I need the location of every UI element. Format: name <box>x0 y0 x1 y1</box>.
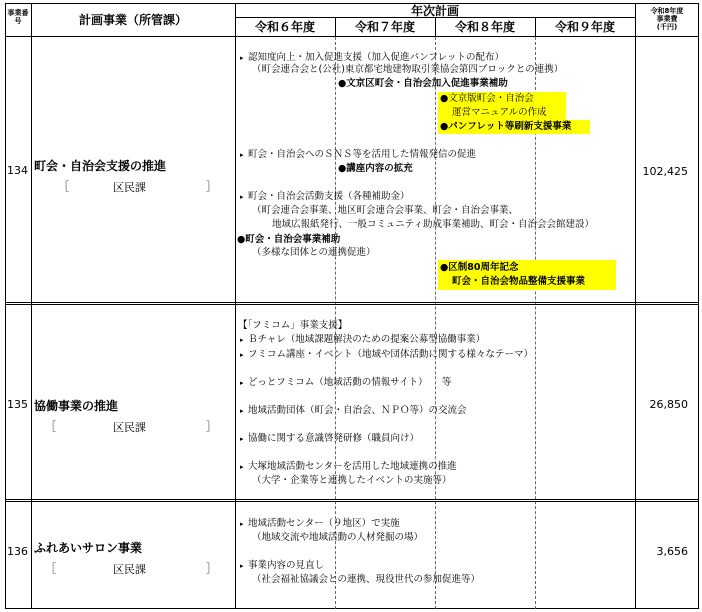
row-divider-2 <box>5 499 699 502</box>
row-135-line-8: （大学・企業等と連携したイベントの実施等） <box>252 475 452 486</box>
header-budget-label: 令和8年度 事業費 (千円) <box>650 7 684 31</box>
arrow-icon: ▸ <box>240 336 244 344</box>
row-134-budget: 102,425 <box>642 165 688 178</box>
arrow-icon: ▸ <box>240 54 244 62</box>
row-134-line-7: ▸ 町会・自治会へのＳＮＳ等を活用した情報発信の促進 <box>240 149 477 160</box>
row-134-line-13: （多様な団体との連携促進） <box>252 247 376 258</box>
row-135-bracket-close: ］ <box>206 420 217 433</box>
header-schedule-label: 年次計画 <box>410 4 459 18</box>
row-135-line-5: ▸ 地域活動団体（町会・自治会、ＮＰＯ等）の交流会 <box>240 405 467 416</box>
row-136-bracket-close: ］ <box>206 562 217 575</box>
row-134-line-4: ●文京版町会・自治会 <box>440 93 534 104</box>
arrow-icon: ▸ <box>240 562 244 570</box>
arrow-icon: ▸ <box>240 520 244 528</box>
row-134-number: 134 <box>7 164 28 177</box>
arrow-icon: ▸ <box>240 151 244 159</box>
row-134-line-15: 町会・自治会物品整備支援事業 <box>452 276 586 287</box>
row-135-dept: 区民課 <box>113 421 146 434</box>
row-134-line-3: ●文京区町会・自治会加入促進事業補助 <box>338 78 508 89</box>
row-134-line-2: （町会連合会と(公社)東京都宅地建物取引業協会第四ブロックとの連携） <box>252 64 564 75</box>
row-134-line-9: ▸ 町会・自治会活動支援（各種補助金） <box>240 191 410 202</box>
row-135-line-4: ▸ どっとフミコム（地域活動の情報サイト） 等 <box>240 377 452 388</box>
arrow-icon: ▸ <box>240 407 244 415</box>
row-135-line-3: ▸ フミコム講座・イベント（地域や団体活動に関する様々なテーマ） <box>240 349 534 360</box>
row-136-line-4: （社会福祉協議会との連携、現役世代の参加促進等） <box>252 574 481 585</box>
header-plan-label: 計画事業（所管課） <box>78 13 187 27</box>
row-134-bracket-close: ］ <box>206 180 217 193</box>
arrow-icon: ▸ <box>240 193 244 201</box>
col-line-no <box>31 3 32 609</box>
row-divider-1 <box>5 302 699 305</box>
col-line-plan <box>235 3 236 609</box>
row-136-line-1: ▸ 地域活動センター（９地区）で実施 <box>240 518 400 529</box>
row-135-line-6: ▸ 協働に関する意識啓発研修（職員向け） <box>240 433 420 444</box>
row-134-line-12: ●町会・自治会事業補助 <box>237 234 341 245</box>
arrow-icon: ▸ <box>240 351 244 359</box>
header-year-3: 令和８年度 <box>454 20 515 34</box>
row-135-number: 135 <box>7 398 28 411</box>
row-136-plan-name: ふれあいサロン事業 <box>34 541 143 555</box>
row-134-line-5: 運営マニュアルの作成 <box>452 107 547 118</box>
row-136-bracket-open: ［ <box>45 562 56 575</box>
col-line-schedule <box>635 3 636 609</box>
row-136-budget: 3,656 <box>656 545 688 558</box>
row-134-line-11: 地域広報紙発行、一般コミュニティ助成事業補助、町会・自治会会館建設） <box>272 219 595 230</box>
row-134-line-14: ●区制80周年記念 <box>440 262 519 273</box>
row-134-line-1: ▸ 認知度向上・加入促進支援（加入促進パンフレットの配布） <box>240 52 505 63</box>
row-136-line-3: ▸ 事業内容の見直し <box>240 560 325 571</box>
year-guide-2 <box>435 37 436 609</box>
header-year-4: 令和９年度 <box>554 20 615 34</box>
header-year-2: 令和７年度 <box>354 20 415 34</box>
row-134-dept: 区民課 <box>113 181 146 194</box>
row-135-budget: 26,850 <box>649 398 688 411</box>
row-134-line-8: ●講座内容の拡充 <box>338 163 413 174</box>
row-135-plan-name: 協働事業の推進 <box>34 399 119 413</box>
row-135-line-2: ▸ Ｂチャレ（地域課題解決のための提案公募型協働事業） <box>240 334 486 345</box>
row-135-line-7: ▸ 大塚地域活動センターを活用した地域連携の推進 <box>240 461 457 472</box>
row-136-number: 136 <box>7 545 28 558</box>
row-134-line-10: （町会連合会事業、地区町会連合会事業、町会・自治会事業、 <box>252 205 519 216</box>
row-134-plan-name: 町会・自治会支援の推進 <box>34 159 167 173</box>
row-136-dept: 区民課 <box>113 563 146 576</box>
row-134-line-6: ●パンフレット等刷新支援事業 <box>440 121 572 132</box>
header-no-label: 事業番 号 <box>7 9 29 25</box>
row-135-bracket-open: ［ <box>45 420 56 433</box>
row-136-line-2: （地域交流や地域活動の人材発掘の場） <box>252 532 424 543</box>
arrow-icon: ▸ <box>240 435 244 443</box>
header-year-1: 令和６年度 <box>254 20 315 34</box>
arrow-icon: ▸ <box>240 463 244 471</box>
row-135-line-1: 【「フミコム」事業支援】 <box>238 320 348 331</box>
arrow-icon: ▸ <box>240 379 244 387</box>
row-134-bracket-open: ［ <box>58 180 69 193</box>
header-bottom-rule <box>5 36 699 37</box>
